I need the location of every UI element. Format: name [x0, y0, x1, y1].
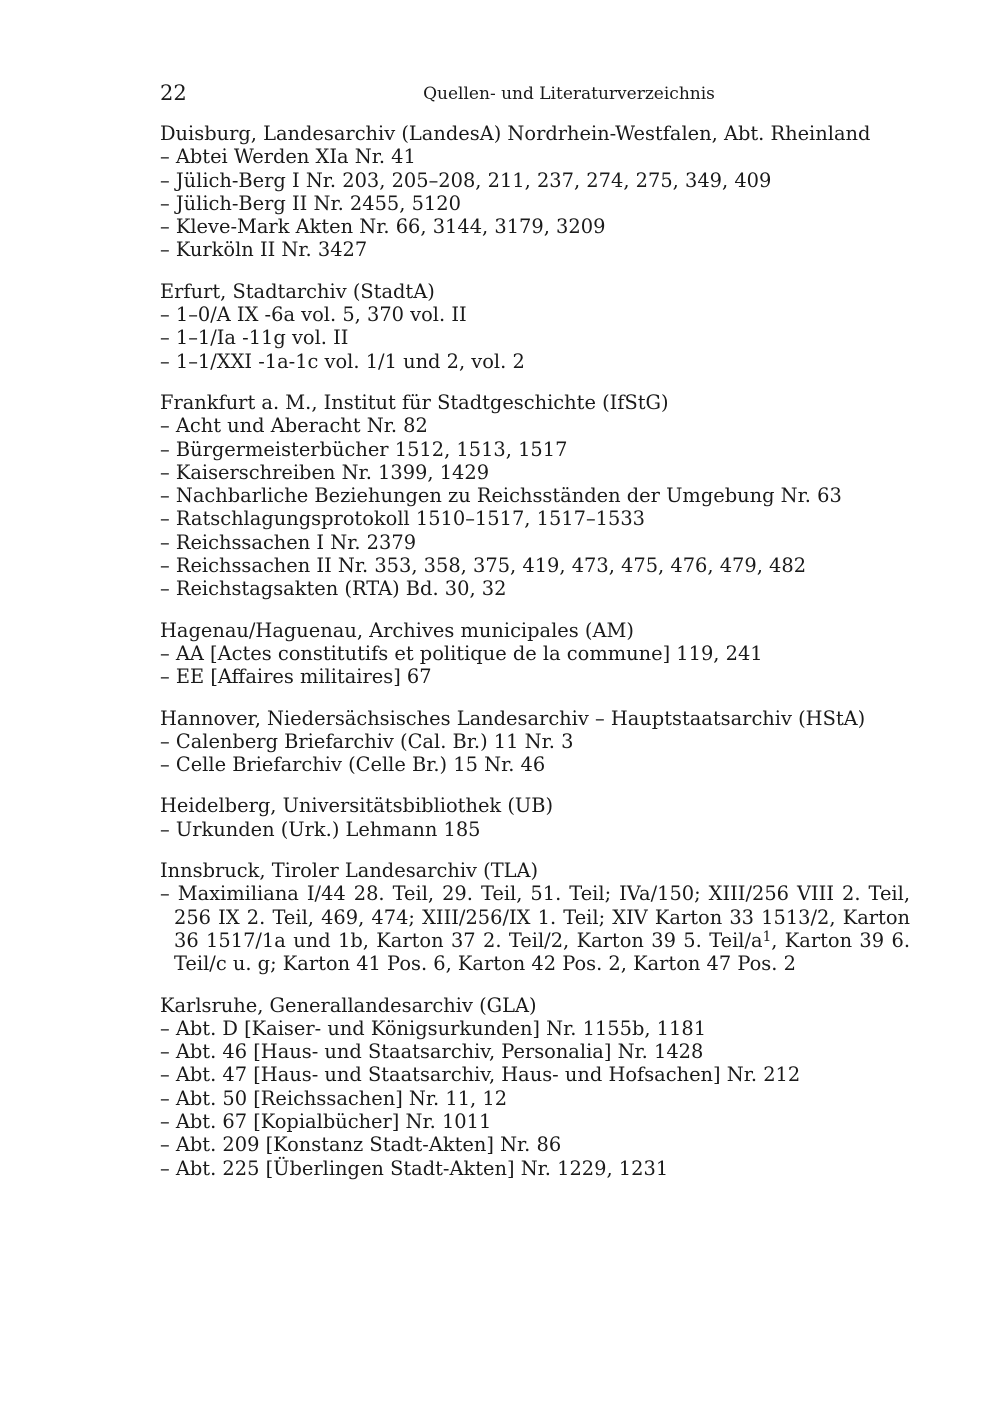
- archive-item-long: [160, 882, 910, 975]
- archive-heading: Duisburg, Landesarchiv (LandesA) Nordrhein-Westfalen, Abt. Rheinland: [160, 122, 871, 145]
- archive-section-karlsruhe: [160, 994, 910, 1180]
- archive-item: – Kurköln II Nr. 3427: [160, 238, 368, 262]
- archive-item: – Reichssachen I Nr. 2379: [160, 530, 417, 554]
- archive-heading: Hannover, Niedersächsisches Landesarchiv – Hauptstaatsarchiv (HStA): [160, 706, 866, 730]
- archive-section-hagenau: [160, 619, 910, 689]
- archive-item: – Abt. 225 [Überlingen Stadt-Akten] Nr. 1229, 1231: [160, 1156, 669, 1180]
- archive-item: – Abt. 67 [Kopialbücher] Nr. 1011: [160, 1109, 492, 1133]
- archive-item-text: , Karton 39 6. Teil/c u. g; Karton 41 Pos. 6, Karton 42 Pos. 2, Karton 47 Pos. 2: [174, 928, 910, 976]
- archive-item: – Jülich-Berg I Nr. 203, 205–208, 211, 237, 274, 275, 349, 409: [160, 168, 772, 192]
- archive-item: – Abt. 50 [Reichssachen] Nr. 11, 12: [160, 1086, 508, 1110]
- archive-heading: Erfurt, Stadtarchiv (StadtA): [160, 279, 435, 303]
- archive-item: – 1–1/Ia -11g vol. II: [160, 326, 349, 350]
- archive-section-duisburg: [160, 122, 910, 262]
- archive-item: – Calenberg Briefarchiv (Cal. Br.) 11 Nr. 3: [160, 729, 574, 753]
- archive-item: – AA [Actes constitutifs et politique de la commune] 119, 241: [160, 641, 763, 665]
- archive-item-text: – Maximiliana I/44 28. Teil, 29. Teil, 51. Teil; IVa/150; XIII/256 VIII 2. Teil, 256 IX 2. Teil, 469, 474; XIII/256/IX 1. Teil; XIV Karton 33 1513/2, Karton 36 1517/1a und 1b, Karton 37 2. Teil/2, Karton 39 5. Teil/a: [160, 882, 910, 952]
- archive-item: – Bürgermeisterbücher 1512, 1513, 1517: [160, 437, 568, 461]
- footnote-marker: 1: [762, 928, 772, 945]
- archive-item: – Kaiserschreiben Nr. 1399, 1429: [160, 460, 490, 484]
- page-number: 22: [160, 81, 187, 105]
- archive-item: – Jülich-Berg II Nr. 2455, 5120: [160, 191, 461, 215]
- archive-item: – Ratschlagungsprotokoll 1510–1517, 1517–1533: [160, 507, 645, 531]
- archive-item: – Kleve-Mark Akten Nr. 66, 3144, 3179, 3209: [160, 215, 606, 239]
- archive-item: – Abt. D [Kaiser- und Königsurkunden] Nr. 1155b, 1181: [160, 1016, 707, 1040]
- archive-item: – 1–0/A IX -6a vol. 5, 370 vol. II: [160, 303, 467, 327]
- archive-item: – Abt. 46 [Haus- und Staatsarchiv, Personalia] Nr. 1428: [160, 1040, 704, 1064]
- archive-item: – Abt. 209 [Konstanz Stadt-Akten] Nr. 86: [160, 1133, 562, 1157]
- archive-section-hannover: [160, 707, 910, 777]
- archive-section-erfurt: [160, 280, 910, 373]
- archive-item: – 1–1/XXI -1a-1c vol. 1/1 und 2, vol. 2: [160, 349, 525, 373]
- archive-heading: Innsbruck, Tiroler Landesarchiv (TLA): [160, 859, 539, 883]
- archive-item: – Acht und Aberacht Nr. 82: [160, 414, 428, 438]
- archive-item: – Celle Briefarchiv (Celle Br.) 15 Nr. 46: [160, 753, 546, 777]
- archive-section-frankfurt: [160, 391, 910, 601]
- source-list: [160, 122, 910, 1198]
- archive-section-innsbruck: [160, 859, 910, 975]
- archive-section-heidelberg: [160, 794, 910, 841]
- archive-item: – Urkunden (Urk.) Lehmann 185: [160, 817, 481, 841]
- archive-heading: Heidelberg, Universitätsbibliothek (UB): [160, 794, 554, 818]
- archive-heading: Karlsruhe, Generallandesarchiv (GLA): [160, 993, 537, 1017]
- archive-item: – Nachbarliche Beziehungen zu Reichsständen der Umgebung Nr. 63: [160, 484, 842, 508]
- page-header: [160, 80, 910, 108]
- archive-heading: Frankfurt a. M., Institut für Stadtgeschichte (IfStG): [160, 390, 669, 414]
- archive-item: – Reichssachen II Nr. 353, 358, 375, 419, 473, 475, 476, 479, 482: [160, 554, 807, 578]
- archive-item: – Reichstagsakten (RTA) Bd. 30, 32: [160, 577, 507, 601]
- archive-heading: Hagenau/Haguenau, Archives municipales (AM): [160, 618, 634, 642]
- archive-item: – Abt. 47 [Haus- und Staatsarchiv, Haus- und Hofsachen] Nr. 212: [160, 1063, 801, 1087]
- running-title: Quellen- und Literaturverzeichnis: [423, 84, 715, 104]
- archive-item: – Abtei Werden XIa Nr. 41: [160, 145, 416, 169]
- archive-item: – EE [Affaires militaires] 67: [160, 665, 432, 689]
